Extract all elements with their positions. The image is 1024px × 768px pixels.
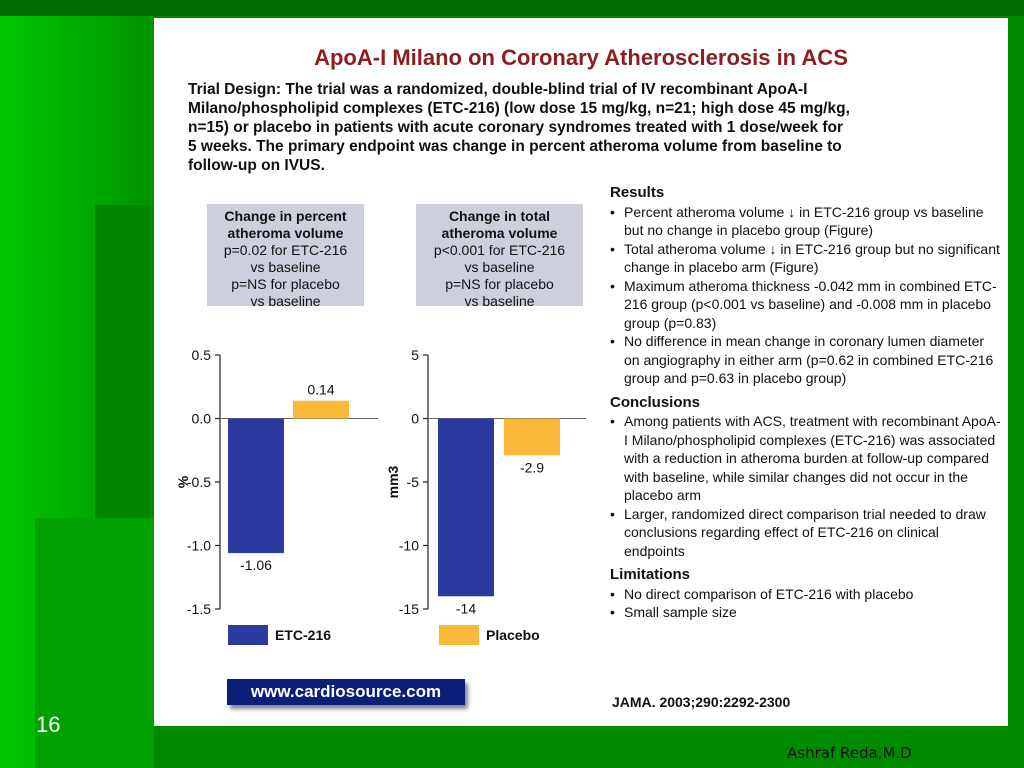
citation: JAMA. 2003;290:2292-2300 <box>612 694 791 710</box>
trial-design <box>188 80 988 175</box>
box-heading: Change in percent <box>224 208 347 224</box>
data-label: -1.06 <box>240 557 272 574</box>
list-item: • No direct comparison of ETC-216 with placebo <box>610 585 1002 604</box>
box-line: vs baseline <box>250 259 321 275</box>
list-item: • Percent atheroma volume ↓ in ETC-216 group vs baseline but no change in placebo group (Figure) <box>610 203 1002 240</box>
legend-swatch <box>228 625 268 645</box>
y-axis-label: % <box>175 475 191 489</box>
data-label: 0.14 <box>307 381 335 398</box>
box-line: p=NS for placebo <box>445 276 554 292</box>
trial-design-line: follow-up on IVUS. <box>188 157 325 174</box>
box-line: p<0.001 for ETC-216 <box>433 242 566 258</box>
box-heading: atheroma volume <box>441 225 558 241</box>
list-item: • No difference in mean change in coronary lumen diameter on angiography in either arm (p=0.62 in combined ETC-216 group and p=0.63 in placebo group) <box>610 332 1002 388</box>
list-item: • Maximum atheroma thickness -0.042 mm in combined ETC-216 group (p<0.001 vs baseline) and -0.008 mm in placebo group (p=0.83) <box>610 277 1002 333</box>
box-line: vs baseline <box>464 293 535 309</box>
legend-swatch <box>439 625 479 645</box>
list-item: • Small sample size <box>610 603 1002 622</box>
y-tick-label: -10 <box>398 537 419 554</box>
y-tick-label: 5 <box>411 347 419 363</box>
bar-charts <box>154 318 594 648</box>
conclusions-list <box>610 412 1002 560</box>
total-atheroma-box <box>416 204 583 309</box>
box-line: vs baseline <box>250 293 321 309</box>
y-tick-label: -5 <box>406 474 419 490</box>
bar-placebo <box>504 419 560 456</box>
y-tick-label: 0.0 <box>191 410 211 427</box>
bar-etc-216 <box>228 419 284 554</box>
y-tick-label: 0 <box>411 410 419 427</box>
list-item: • Total atheroma volume ↓ in ETC-216 group but no significant change in placebo arm (Figure) <box>610 240 1002 277</box>
box-line: vs baseline <box>464 259 535 275</box>
data-label: -2.9 <box>519 459 545 476</box>
data-label: -14 <box>455 600 477 617</box>
y-tick-label: 0.5 <box>191 347 211 363</box>
box-heading: Change in total <box>448 208 551 224</box>
author-credit: Ashraf Reda,M.D <box>787 744 912 762</box>
box-heading: atheroma volume <box>227 225 344 241</box>
cardiosource-logo-link[interactable]: www.cardiosource.com <box>227 679 465 705</box>
trial-design-line: n=15) or placebo in patients with acute coronary syndromes treated with 1 dose/week for <box>188 119 844 136</box>
legend-label: ETC-216 <box>275 627 332 643</box>
slide-number: 16 <box>36 712 61 737</box>
slide-card <box>154 18 1008 726</box>
slide-title: ApoA-I Milano on Coronary Atherosclerosis in ACS <box>314 45 848 70</box>
y-tick-label: -1.5 <box>186 601 211 617</box>
y-axis-label: mm3 <box>385 465 401 499</box>
percent-atheroma-box <box>207 204 364 309</box>
box-line: p=0.02 for ETC-216 <box>223 242 348 258</box>
trial-design-line: 5 weeks. The primary endpoint was change in percent atheroma volume from baseline to <box>188 138 842 155</box>
background-right <box>1008 16 1024 726</box>
y-tick-label: -15 <box>398 601 419 617</box>
legend-label: Placebo <box>486 627 540 643</box>
background-top <box>0 0 1024 16</box>
list-item: • Among patients with ACS, treatment with recombinant ApoA-I Milano/phospholipid complexes (ETC-216) was associated with a reduction in atheroma burden at follow-up compared with baseline, while similar changes did not occur in the placebo arm <box>610 412 1002 505</box>
results-list <box>610 203 1002 388</box>
trial-design-line: Milano/phospholipid complexes (ETC-216) (low dose 15 mg/kg, n=21; high dose 45 mg/kg, <box>188 100 850 117</box>
limitations-heading: Limitations <box>610 566 691 583</box>
conclusions-heading: Conclusions <box>610 393 701 411</box>
y-tick-label: -0.5 <box>186 474 211 490</box>
bar-placebo <box>293 401 349 419</box>
limitations-list <box>610 585 1002 622</box>
list-item: • Larger, randomized direct comparison trial needed to draw conclusions regarding effect of ETC-216 on clinical endpoints <box>610 505 1002 561</box>
bar-etc-216 <box>438 419 494 597</box>
y-tick-label: -1.0 <box>186 537 211 554</box>
results-panel <box>610 184 1002 628</box>
trial-design-line: Trial Design: The trial was a randomized, double-blind trial of IV recombinant ApoA-I <box>188 81 808 98</box>
results-heading: Results <box>610 184 665 201</box>
box-line: p=NS for placebo <box>231 276 340 292</box>
